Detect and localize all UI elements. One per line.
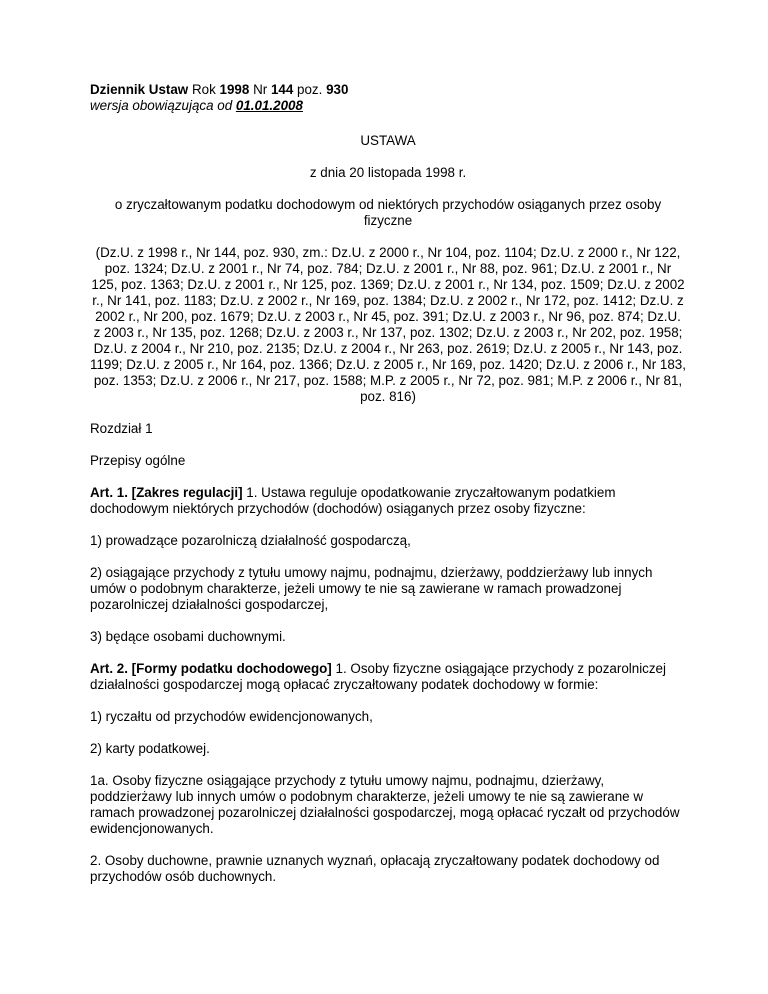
journal-name: Dziennik Ustaw: [90, 82, 189, 97]
version-line: [90, 98, 686, 114]
act-title: o zryczałtowanym podatku dochodowym od niektórych przychodów osiąganych przez osoby fizyczne: [114, 197, 662, 228]
journal-position: 930: [326, 82, 349, 97]
art1-point-2: 2) osiągające przychody z tytułu umowy najmu, podnajmu, dzierżawy, poddzierżawy lub innych umów o podobnym charakterze, jeżeli umowy te nie są zawierane w ramach prowadzonej pozarolniczej działalności gospodarczej,: [90, 565, 653, 612]
art2-intro: [90, 661, 686, 693]
chapter-title: Przepisy ogólne: [90, 453, 186, 468]
art2-paragraph-1a: 1a. Osoby fizyczne osiągające przychody z tytułu umowy najmu, podnajmu, dzierżawy, poddzierżawy lub innych umów o podobnym charakterze, jeżeli umowy te nie są zawierane w ramach prowadzonej pozarolniczej działalności gospodarczej, mogą opłacać ryczałt od przychodów ewidencjonowanych.: [90, 773, 680, 836]
art1-intro: [90, 485, 686, 517]
art1-point-1: 1) prowadzące pozarolniczą działalność gospodarczą,: [90, 533, 411, 548]
nr-label: Nr: [253, 82, 268, 97]
document-body: [90, 82, 686, 901]
act-type: USTAWA: [360, 133, 416, 148]
poz-label: poz.: [297, 82, 323, 97]
version-date: 01.01.2008: [235, 98, 303, 113]
chapter-number: Rozdział 1: [90, 421, 153, 436]
art2-point-1: 1) ryczałtu od przychodów ewidencjonowanych,: [90, 709, 373, 724]
rok-label: Rok: [191, 82, 216, 97]
art1-intro-text: 1. Ustawa reguluje opodatkowanie zryczałtowanym podatkiem dochodowym niektórych przychodów (dochodów) osiąganych przez osoby fizyczne:: [90, 485, 616, 516]
act-date: z dnia 20 listopada 1998 r.: [309, 165, 467, 180]
amendments-list: (Dz.U. z 1998 r., Nr 144, poz. 930, zm.: Dz.U. z 2000 r., Nr 104, poz. 1104; Dz.U. z 2000 r., Nr 122, poz. 1324; Dz.U. z 2001 r., Nr 74, poz. 784; Dz.U. z 2001 r., Nr 88, poz. 961; Dz.U. z 2001 r., Nr 125, poz. 1363; Dz.U. z 2001 r., Nr 125, poz. 1369; Dz.U. z 2001 r., Nr 134, poz. 1509; Dz.U. z 2002 r., Nr 141, poz. 1183; Dz.U. z 2002 r., Nr 169, poz. 1384; Dz.U. z 2002 r., Nr 172, poz. 1412; Dz.U. z 2002 r., Nr 200, poz. 1679; Dz.U. z 2003 r., Nr 45, poz. 391; Dz.U. z 2003 r., Nr 96, poz. 874; Dz.U. z 2003 r., Nr 135, poz. 1268; Dz.U. z 2003 r., Nr 137, poz. 1302; Dz.U. z 2003 r., Nr 202, poz. 1958; Dz.U. z 2004 r., Nr 210, poz. 2135; Dz.U. z 2004 r., Nr 263, poz. 2619; Dz.U. z 2005 r., Nr 143, poz. 1199; Dz.U. z 2005 r., Nr 164, poz. 1366; Dz.U. z 2005 r., Nr 169, poz. 1420; Dz.U. z 2006 r., Nr 183, poz. 1353; Dz.U. z 2006 r., Nr 217, poz. 1588; M.P. z 2005 r., Nr 72, poz. 981; M.P. z 2006 r., Nr 81, poz. 816): [90, 245, 686, 404]
art2-heading: Art. 2. [Formy podatku dochodowego]: [90, 661, 332, 676]
version-prefix: wersja obowiązująca od: [90, 98, 233, 113]
art2-point-2: 2) karty podatkowej.: [90, 741, 210, 756]
art2-intro-text: 1. Osoby fizyczne osiągające przychody z pozarolniczej działalności gospodarczej mogą opłacać zryczałtowany podatek dochodowy w formie:: [90, 661, 666, 692]
journal-number: 144: [270, 82, 294, 97]
art2-paragraph-2: 2. Osoby duchowne, prawnie uznanych wyznań, opłacają zryczałtowany podatek dochodowy od przychodów osób duchownych.: [90, 853, 660, 884]
art1-point-3: 3) będące osobami duchownymi.: [90, 629, 286, 644]
journal-year: 1998: [219, 82, 250, 97]
journal-reference: [90, 82, 686, 98]
art1-heading: Art. 1. [Zakres regulacji]: [90, 485, 243, 500]
